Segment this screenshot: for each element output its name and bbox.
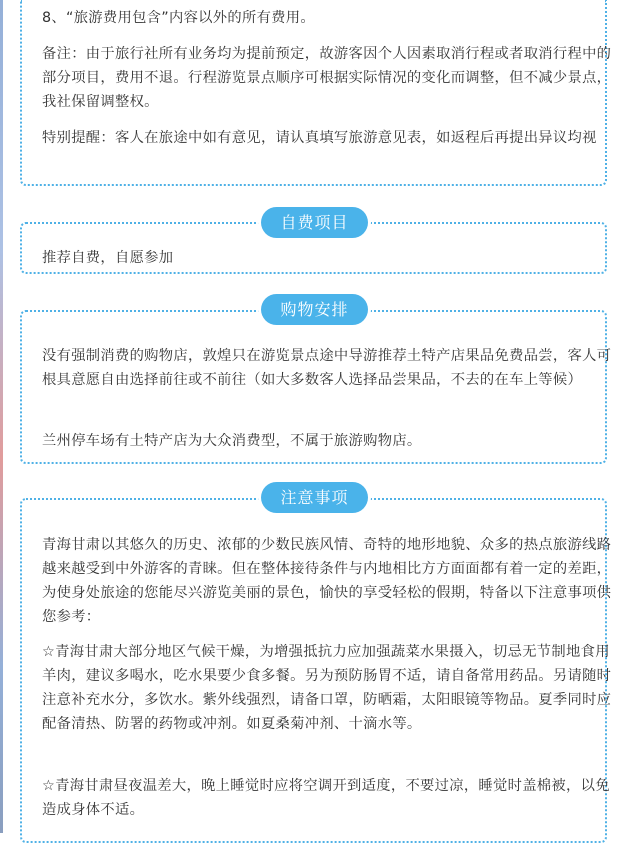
notes-intro-paragraph: 青海甘肃以其悠久的历史、浓郁的少数民族风情、奇特的地形地貌、众多的热点旅游线路越来越受到中外游客的青睐。但在整体接待条件与内地相比方方面面都有着一定的差距，为使身处旅途的您能尽兴游览美丽的景色，愉快的享受轻松的假期，特备以下注意事项供您参考：	[42, 537, 612, 625]
self-paid-text: 推荐自费，自愿参加	[42, 250, 174, 266]
notes-item-1: ☆青海甘肃大部分地区气候干燥，为增强抵抗力应加强蔬菜水果摄入，切忌无节制地食用羊肉，建议多喝水，吃水果要少食多餐。另为预防肠胃不适，请自备常用药品。另请随时注意补充水分，多饮水。紫外线强烈，请备口罩，防晒霜，太阳眼镜等物品。夏季同时应配备清热、防署的药物或冲剂。如夏桑菊冲剂、十滴水等。	[42, 644, 612, 732]
shopping-title-badge: 购物安排	[261, 294, 368, 325]
self-paid-title-badge: 自费项目	[261, 207, 368, 238]
notes-box	[20, 498, 612, 843]
fee-exclusions-box	[20, 0, 612, 186]
shopping-paragraph-1: 没有强制消费的购物店，敦煌只在游览景点途中导游推荐土特产店果品免费品尝，客人可根具意愿自由选择前往或不前往（如大多数客人选择品尝果品，不去的在车上等候）	[42, 348, 612, 388]
special-reminder-paragraph: 特别提醒：客人在旅途中如有意见，请认真填写旅游意见表，如返程后再提出异议均视	[42, 130, 597, 146]
shopping-paragraph-2: 兰州停车场有土特产店为大众消费型，不属于旅游购物店。	[42, 433, 422, 449]
remark-paragraph: 备注：由于旅行社所有业务均为提前预定，故游客因个人因素取消行程或者取消行程中的部分项目，费用不退。行程游览景点顺序可根据实际情况的变化而调整，但不减少景点，我社保留调整权。	[42, 46, 612, 110]
notes-title-badge: 注意事项	[261, 482, 368, 513]
shopping-box	[20, 310, 612, 464]
fee-exclusion-item-8: 8、“旅游费用包含”内容以外的所有费用。	[42, 10, 315, 26]
left-edge-strip	[0, 0, 3, 833]
notes-item-2: ☆青海甘肃昼夜温差大，晚上睡觉时应将空调开到适度，不要过凉，睡觉时盖棉被，以免造成身体不适。	[42, 778, 610, 818]
